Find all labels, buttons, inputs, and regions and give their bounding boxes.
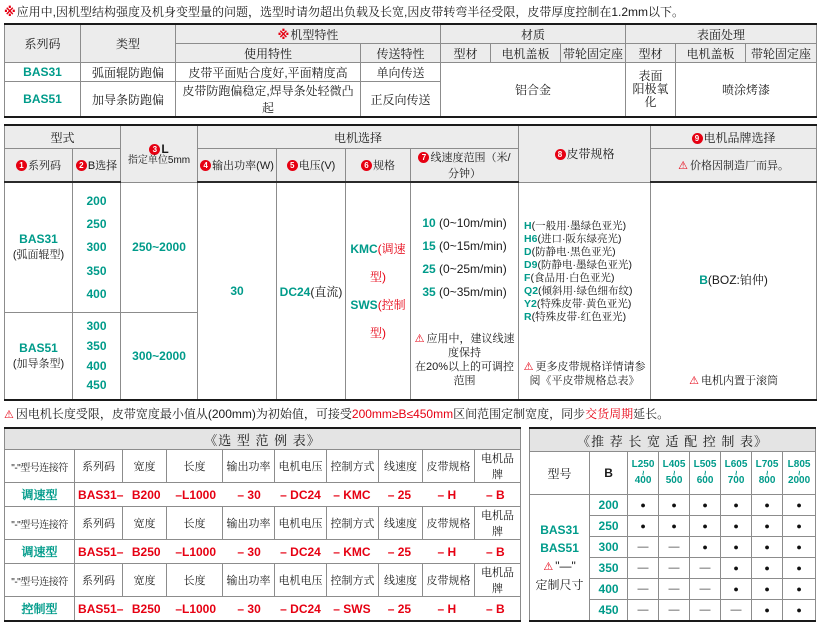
profile-header: 型材 [441, 44, 491, 63]
length-header: 3 L 指定单位5mm [121, 125, 198, 182]
belt-spec-header: 8 皮带规格 [519, 125, 651, 182]
example-row-2 [5, 540, 521, 564]
length-range-bas51: 300~2000 [121, 312, 198, 400]
material-value: 铝合金 [441, 63, 626, 118]
match-row-250: 250 ● ● ● ● ● ● [530, 516, 816, 537]
profile-header: 型材 [626, 44, 676, 63]
example-row-3 [5, 597, 521, 622]
spec-values: KMC(调速型) SWS(控制型) [346, 182, 411, 400]
belt-spec-values: H(一般用·墨绿色亚光) H6(进口·阪东绿亮光) D(防静电·黑色亚光) D9(防静电·墨绿色亚光) F(食品用·白色亚光) Q2(倾斜用·绿色细布纹) Y2(特殊皮带·黄色亚光) R(特殊皮带·红色亚光) ⚠ 更多皮带规格详情请参 阅《平皮带规格总表》 [519, 182, 651, 400]
surface-paint-value: 喷涂烤漆 [676, 63, 817, 118]
brand-price-note: ⚠ 价格因制造厂而异。 [651, 149, 817, 183]
circled-8-badge: 8 [555, 149, 566, 160]
circled-9-badge: 9 [692, 133, 703, 144]
control-type-label: 调速型 [5, 483, 75, 507]
example-header-row: "-"型号连接符 系列码 宽度 长度 输出功率 电机电压 控制方式 线速度 皮带规格 电机品牌 [5, 564, 521, 597]
warning-icon: ⚠ [414, 333, 425, 345]
warning-icon: ⚠ [543, 560, 554, 573]
model-form-header: 型式 [5, 125, 121, 149]
circled-5-badge: 5 [287, 160, 298, 171]
example-header-row: "-"型号连接符 系列码 宽度 长度 输出功率 电机电压 控制方式 线速度 皮带规格 电机品牌 [5, 450, 521, 483]
selection-body-bas31 [5, 182, 817, 312]
b-select-header: 2 B选择 [73, 149, 121, 183]
l-range-header: L805 ~ 2000 [783, 452, 816, 495]
custom-size-note: ⚠ "—" [543, 558, 576, 573]
example-table-title: 《选 型 范 例 表》 [5, 428, 521, 450]
motor-selection-header: 电机选择 [198, 125, 519, 149]
warning-icon: ⚠ [689, 375, 699, 387]
top-note-text: 应用中,因机型结构强度及机身变型量的问题，选型时请勿超出负载及长宽,因皮带转弯半径受限，皮带厚度控制在1.2mm以下。 [16, 5, 685, 19]
transfer-feature-value: 单向传送 [361, 63, 441, 82]
motor-cover-header: 电机盖板 [676, 44, 746, 63]
material-header: 材质 [441, 24, 626, 44]
model-header: 型号 [530, 452, 590, 495]
spec-header-row-1 [5, 24, 817, 44]
surface-treatment-header: 表面处理 [626, 24, 817, 44]
circled-3-badge: 3 [149, 144, 160, 155]
circled-4-badge: 4 [200, 160, 211, 171]
match-table-title-row [530, 428, 816, 452]
selection-example-table [4, 427, 521, 622]
length-width-match-table [529, 427, 816, 622]
l-range-header: L505 ~ 600 [690, 452, 721, 495]
match-row-200: BAS31 BAS51 ⚠ "—" 定制尺寸 200 ● ● ● ● ● ● [530, 495, 816, 516]
control-type-label: 调速型 [5, 540, 75, 564]
voltage-header: 5 电压(V) [277, 149, 346, 183]
motor-brand-values: B(BOZ:铂仲) ⚠ 电机内置于滚筒 [651, 182, 817, 400]
belt-width-note: ⚠ 因电机长度受限，皮带宽度最小值从(200mm)为初始值，可接受200mm≥B≤450mm区间范围定制宽度，同步交货周期延长。 [4, 407, 670, 421]
example-header-row: "-"型号连接符 系列码 宽度 长度 输出功率 电机电压 控制方式 线速度 皮带规格 电机品牌 [5, 507, 521, 540]
bottom-tables [4, 427, 816, 622]
circled-2-badge: 2 [76, 160, 87, 171]
line-speed-header: 7 线速度范围（米/分钟） [411, 149, 519, 183]
match-row-350: 350 — — — ● ● ● [530, 558, 816, 579]
model-selection-table [4, 124, 817, 401]
type-value: 加导条防跑偏 [81, 82, 176, 118]
circled-1-badge: 1 [16, 160, 27, 171]
reference-mark-icon: ※ [4, 5, 16, 19]
b-header: B [590, 452, 628, 495]
warning-icon: ⚠ [523, 360, 534, 373]
series-code-header: 系列码 [5, 24, 81, 63]
motor-brand-note: ⚠ 电机内置于滚筒 [689, 375, 778, 387]
output-power-header: 4 输出功率(W) [198, 149, 277, 183]
l-range-header: L605 ~ 700 [721, 452, 752, 495]
series-code-value: BAS31 [5, 63, 81, 82]
length-range-bas31: 250~2000 [121, 182, 198, 312]
motor-brand-header: 9 电机品牌选择 [651, 125, 817, 149]
series-bas51-cell: BAS51 (加导条型) [5, 312, 73, 400]
match-table-title: 《推 荐 长 宽 适 配 控 制 表》 [530, 428, 816, 452]
match-row-450: 450 — — — — ● ● [530, 599, 816, 621]
top-usage-note [4, 4, 816, 20]
l-range-header: L405 ~ 500 [659, 452, 690, 495]
example-table-title-row [5, 428, 521, 450]
circled-7-badge: 7 [418, 152, 429, 163]
warning-icon: ⚠ [4, 409, 14, 421]
b-options-bas51: 300 350 400 450 [73, 312, 121, 400]
surface-profile-value: 表面 阳极氧化 [626, 63, 676, 118]
line-speed-values: 10 (0~10m/min) 15 (0~15m/min) 25 (0~25m/min) 35 (0~35m/min) ⚠ 应用中，建议线速度保持 在20%以上的可调控范围 [411, 182, 519, 400]
match-row-300: 300 — — ● ● ● ● [530, 537, 816, 558]
transfer-feature-value: 正反向传送 [361, 82, 441, 118]
type-header: 类型 [81, 24, 176, 63]
spec-header: 6 规格 [346, 149, 411, 183]
pulley-seat-header: 带轮固定座 [746, 44, 817, 63]
circled-6-badge: 6 [361, 160, 372, 171]
voltage-value: DC24(直流) [277, 182, 346, 400]
b-options-bas31: 200 250 300 350 400 [73, 182, 121, 312]
control-type-label: 控制型 [5, 597, 75, 622]
reference-mark-icon: ※ [277, 27, 290, 42]
l-range-header: L250 ~ 400 [628, 452, 659, 495]
series-spec-table [4, 23, 817, 118]
match-model-cell: BAS31 BAS51 ⚠ "—" 定制尺寸 [530, 495, 590, 621]
transfer-feature-header: 传送特性 [361, 44, 441, 63]
motor-cover-header: 电机盖板 [491, 44, 561, 63]
belt-spec-note: ⚠ 更多皮带规格详情请参 阅《平皮带规格总表》 [523, 360, 646, 387]
pulley-seat-header: 带轮固定座 [561, 44, 626, 63]
use-feature-header: 使用特性 [176, 44, 361, 63]
series-code-value: BAS51 [5, 82, 81, 118]
warning-icon: ⚠ [678, 160, 688, 172]
match-row-400: 400 — — — ● ● ● [530, 579, 816, 600]
type-value: 弧面辊防跑偏 [81, 63, 176, 82]
output-power-value: 30 [198, 182, 277, 400]
series-bas31-cell: BAS31 (弧面辊型) [5, 182, 73, 312]
selection-header-row-1 [5, 125, 817, 149]
match-header-row [530, 452, 816, 495]
use-feature-value: 皮带平面贴合度好,平面精度高 [176, 63, 361, 82]
example-row-1 [5, 483, 521, 507]
l-range-header: L705 ~ 800 [752, 452, 783, 495]
model-code-cell: BAS31– B200 –L1000 – 30 – DC24 – KMC – 25 – H – B [75, 483, 521, 507]
series-code-header: 1 系列码 [5, 149, 73, 183]
use-feature-value: 皮带防跑偏稳定,焊导条处轻微凸起 [176, 82, 361, 118]
machine-feature-header: ※机型特性 [176, 24, 441, 44]
model-code-cell: BAS51– B250 –L1000 – 30 – DC24 – SWS – 25 – H – B [75, 597, 521, 622]
spec-row-bas31 [5, 63, 817, 82]
model-code-cell: BAS51– B250 –L1000 – 30 – DC24 – KMC – 25 – H – B [75, 540, 521, 564]
line-speed-note: ⚠ 应用中，建议线速度保持 在20%以上的可调控范围 [414, 333, 515, 387]
